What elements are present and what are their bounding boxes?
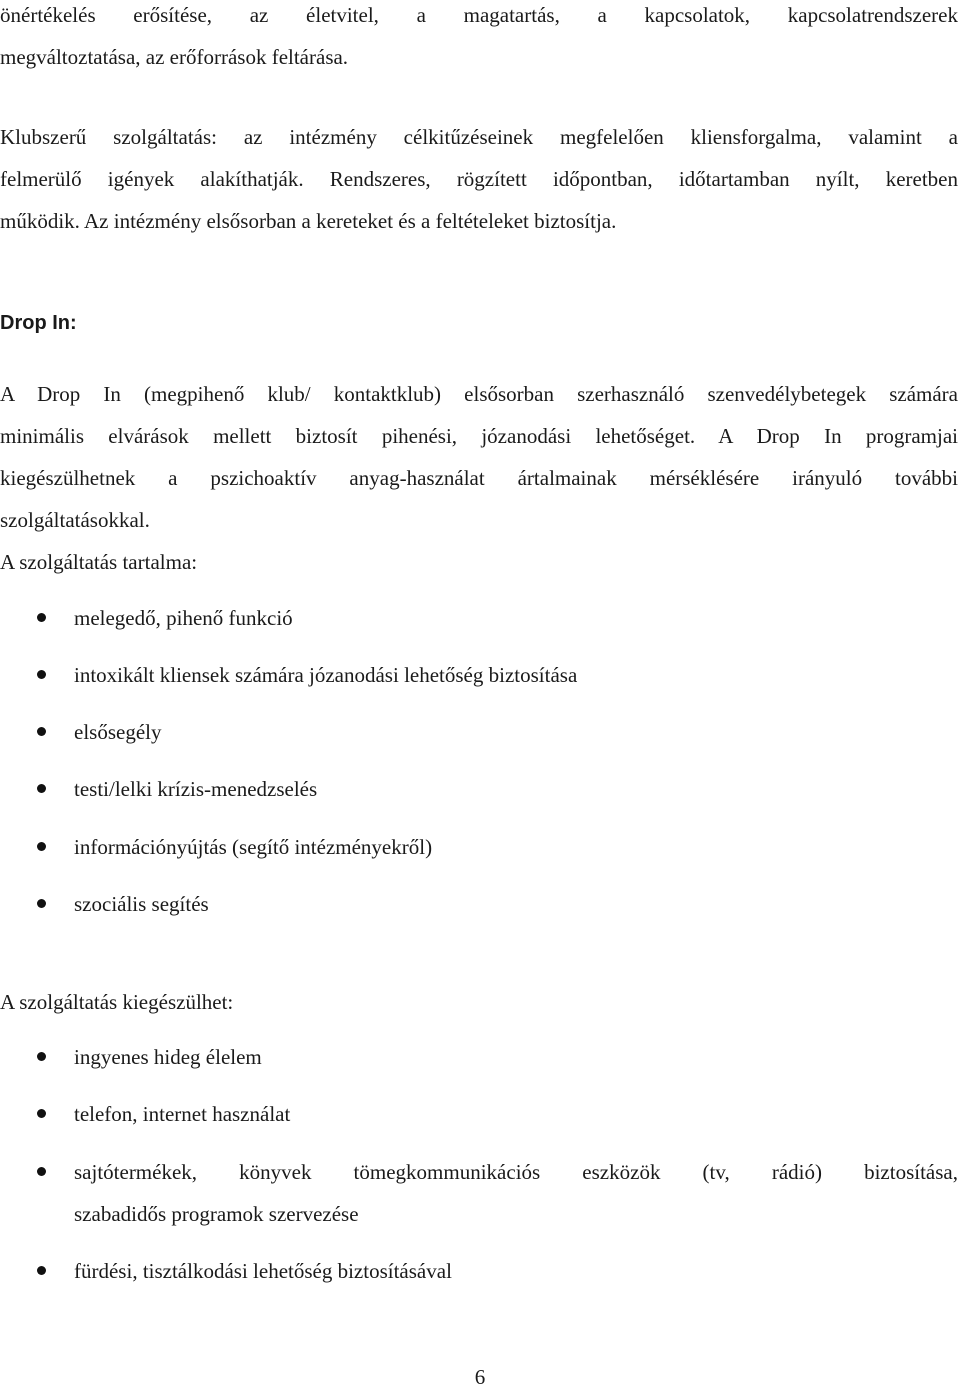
content-label: A szolgáltatás tartalma: xyxy=(0,550,198,574)
paragraph-line: szolgáltatásokkal. xyxy=(0,508,150,532)
bullet-icon xyxy=(37,842,46,851)
bullet-icon xyxy=(37,1266,46,1275)
list-item-text xyxy=(74,1151,958,1235)
list-item-text: intoxikált kliensek számára józanodási lehetőség biztosítása xyxy=(74,663,578,687)
bullet-icon xyxy=(37,670,46,679)
drop-in-paragraph xyxy=(0,373,958,541)
paragraph-line: Klubszerű szolgáltatás: az intézmény célkitűzéseinek megfelelően kliensforgalma, valamint a xyxy=(0,125,958,149)
intro-paragraph xyxy=(0,0,958,78)
page-number: 6 xyxy=(474,1365,486,1389)
list-item-text: szociális segítés xyxy=(74,892,209,916)
bullet-icon xyxy=(37,727,46,736)
paragraph-line: megváltoztatása, az erőforrások feltárása. xyxy=(0,45,349,69)
paragraph-line: A Drop In (megpihenő klub/ kontaktklub) elsősorban szerhasználó szenvedélybetegek számára xyxy=(0,382,958,406)
paragraph-line: minimális elvárások mellett biztosít pihenési, józanodási lehetőséget. A Drop In programjai xyxy=(0,424,958,448)
paragraph-line: kiegészülhetnek a pszichoaktív anyag-használat ártalmainak mérséklésére irányuló további xyxy=(0,466,958,490)
klub-paragraph xyxy=(0,116,958,242)
list-item-text: melegedő, pihenő funkció xyxy=(74,606,293,630)
paragraph-line: felmerülő igények alakíthatják. Rendszeres, rögzített időpontban, időtartamban nyílt, keretben xyxy=(0,167,958,191)
list-item-line: szabadidős programok szervezése xyxy=(74,1202,359,1226)
paragraph-line: önértékelés erősítése, az életvitel, a magatartás, a kapcsolatok, kapcsolatrendszerek xyxy=(0,3,958,27)
section-heading: Drop In: xyxy=(0,312,77,334)
list-item-text: információnyújtás (segítő intézményekről) xyxy=(74,835,433,859)
bullet-icon xyxy=(37,899,46,908)
list-item-text: elsősegély xyxy=(74,720,162,744)
bullet-icon xyxy=(37,1109,46,1118)
list-item-text: telefon, internet használat xyxy=(74,1102,291,1126)
list-item-text: ingyenes hideg élelem xyxy=(74,1045,262,1069)
list-item-line: sajtótermékek, könyvek tömegkommunikációs eszközök (tv, rádió) biztosítása, xyxy=(74,1160,958,1184)
bullet-icon xyxy=(37,613,46,622)
bullet-icon xyxy=(37,1052,46,1061)
bullet-icon xyxy=(37,1167,46,1176)
supplement-label: A szolgáltatás kiegészülhet: xyxy=(0,990,234,1014)
list-item-text: fürdési, tisztálkodási lehetőség biztosításával xyxy=(74,1259,452,1283)
paragraph-line: működik. Az intézmény elsősorban a kereteket és a feltételeket biztosítja. xyxy=(0,209,617,233)
list-item-text: testi/lelki krízis-menedzselés xyxy=(74,777,318,801)
bullet-icon xyxy=(37,784,46,793)
